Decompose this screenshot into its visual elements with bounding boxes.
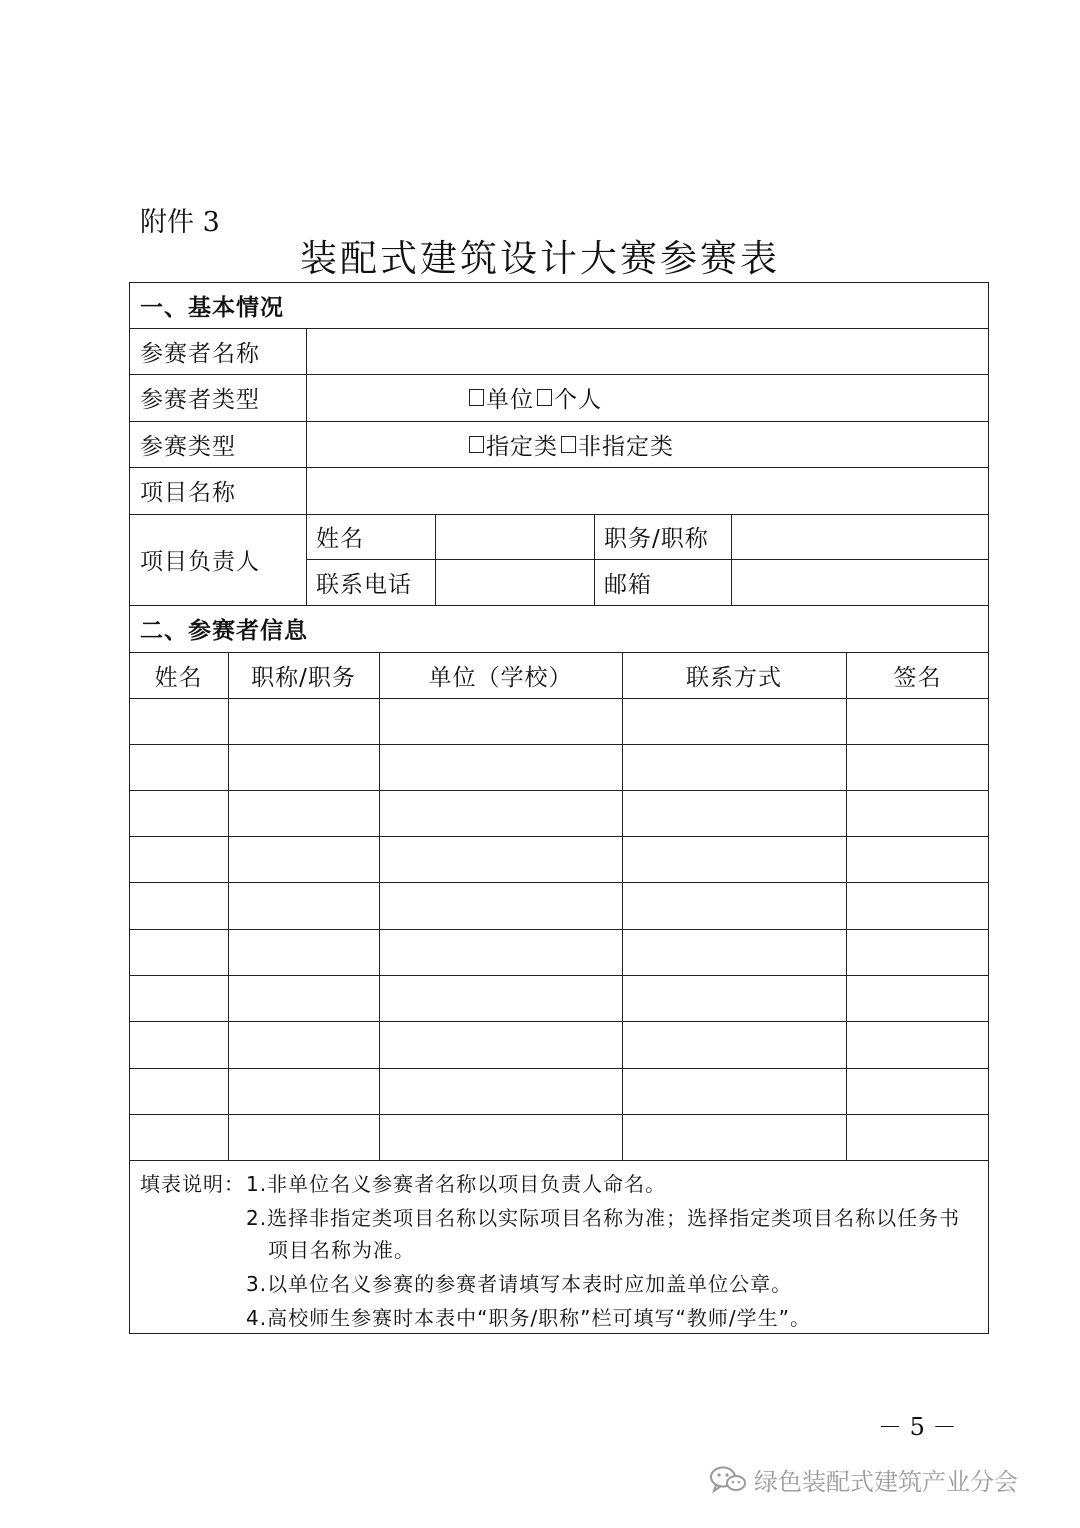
option-non-designated-label: 非指定类 [578, 433, 674, 460]
column-header-contact: 联系方式 [686, 664, 782, 691]
lead-email-field[interactable] [732, 560, 988, 605]
table-row[interactable] [129, 929, 989, 975]
grid-line [594, 514, 595, 605]
label-project-name: 项目名称 [140, 480, 236, 506]
checkbox-individual[interactable] [537, 389, 552, 406]
label-lead-email: 邮箱 [604, 571, 652, 598]
lead-title-field[interactable] [732, 515, 988, 559]
table-row[interactable] [129, 1021, 989, 1068]
label-lead-title: 职务/职称 [604, 526, 709, 552]
project-name-field[interactable] [307, 468, 988, 514]
table-row[interactable] [129, 1068, 989, 1114]
table-row[interactable] [129, 744, 989, 790]
checkbox-unit[interactable] [469, 389, 484, 406]
watermark-text: 绿色装配式建筑产业分会 [754, 1468, 1018, 1496]
table-row[interactable] [129, 790, 989, 836]
note-item: 4.高校师生参赛时本表中“职务/职称”栏可填写“教师/学生”。 [246, 1306, 812, 1330]
label-project-lead: 项目负责人 [140, 549, 260, 575]
label-participant-type: 参赛者类型 [140, 387, 260, 413]
option-individual-label: 个人 [554, 387, 602, 413]
column-header-name: 姓名 [154, 664, 203, 691]
column-header-title: 职称/职务 [251, 664, 356, 691]
lead-name-field[interactable] [436, 515, 593, 559]
page-number: － 5 － [878, 1413, 957, 1441]
label-lead-name: 姓名 [316, 526, 364, 552]
option-designated-label: 指定类 [486, 433, 558, 460]
notes-label: 填表说明： [140, 1172, 245, 1196]
table-row[interactable] [129, 882, 989, 929]
table-row[interactable] [129, 836, 989, 882]
note-item: 项目名称为准。 [268, 1238, 415, 1262]
section-heading-basic-info: 一、基本情况 [140, 294, 284, 321]
entry-type-options [466, 421, 674, 467]
attachment-label: 附件 3 [140, 207, 220, 238]
participant-name-field[interactable] [307, 329, 988, 374]
grid-line [129, 1160, 989, 1161]
table-row[interactable] [129, 698, 989, 744]
participant-type-options [466, 374, 602, 421]
form-title: 装配式建筑设计大赛参赛表 [300, 237, 780, 280]
section-heading-participant-info: 二、参赛者信息 [140, 618, 308, 644]
checkbox-designated[interactable] [469, 436, 484, 453]
watermark [708, 1462, 1018, 1497]
table-row[interactable] [129, 1114, 989, 1160]
wechat-icon [708, 1465, 748, 1495]
column-header-organization: 单位（学校） [428, 664, 573, 691]
note-item: 2.选择非指定类项目名称以实际项目名称为准；选择指定类项目名称以任务书 [246, 1206, 961, 1230]
label-participant-name: 参赛者名称 [140, 340, 260, 367]
option-unit-label: 单位 [486, 387, 534, 413]
note-item: 1.非单位名义参赛者名称以项目负责人命名。 [246, 1172, 667, 1196]
checkbox-non-designated[interactable] [561, 436, 576, 453]
column-header-signature: 签名 [893, 664, 942, 691]
label-lead-phone: 联系电话 [316, 571, 412, 598]
label-entry-type: 参赛类型 [140, 433, 236, 460]
table-row[interactable] [129, 975, 989, 1021]
note-item: 3.以单位名义参赛的参赛者请填写本表时应加盖单位公章。 [246, 1272, 793, 1296]
lead-phone-field[interactable] [436, 560, 593, 605]
